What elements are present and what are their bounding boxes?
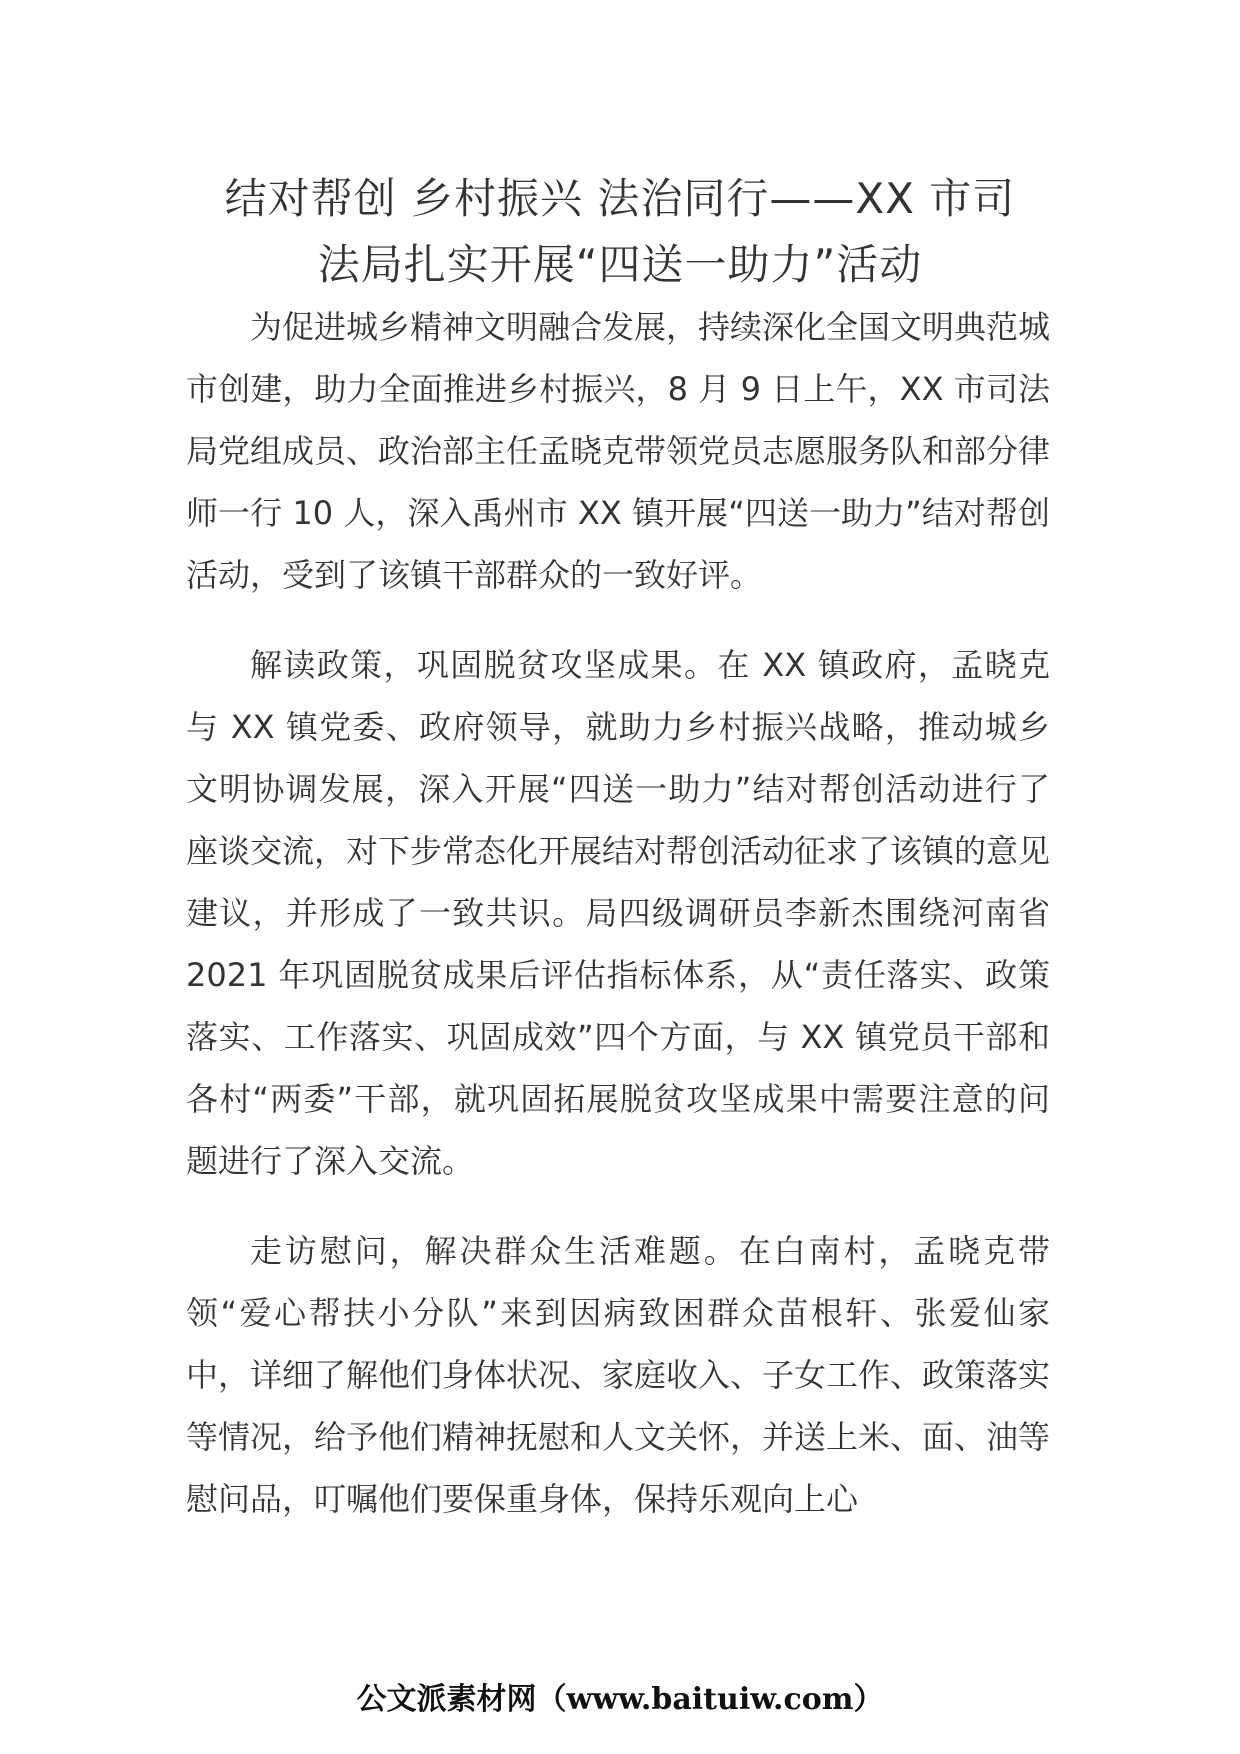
paragraph-intro: 为促进城乡精神文明融合发展，持续深化全国文明典范城市创建，助力全面推进乡村振兴，8 月 9 日上午，XX 市司法局党组成员、政治部主任孟晓克带领党员志愿服务队和部分律师一行 10 人，深入禹州市 XX 镇开展“四送一助力”结对帮创活动，受到了该镇干部群众的一致好评。	[186, 308, 1051, 594]
paragraph-visit: 走访慰问，解决群众生活难题。在白南村，孟晓克带领“爱心帮扶小分队”来到因病致困群众苗根轩、张爱仙家中，详细了解他们身体状况、家庭收入、子女工作、政策落实等情况，给予他们精神抚慰和人文关怀，并送上米、面、油等慰问品，叮嘱他们要保重身体，保持乐观向上心	[186, 1232, 1051, 1518]
document-body	[186, 296, 1050, 1530]
document-title	[150, 166, 1090, 298]
footer-watermark: 公文派素材网（www.baituiw.com）	[356, 1682, 884, 1717]
document-title-line-1: 结对帮创 乡村振兴 法治同行——XX 市司	[224, 174, 1016, 223]
document-title-line-2: 法局扎实开展“四送一助力”活动	[317, 240, 923, 289]
paragraph-policy: 解读政策，巩固脱贫攻坚成果。在 XX 镇政府，孟晓克与 XX 镇党委、政府领导，就助力乡村振兴战略，推动城乡文明协调发展，深入开展“四送一助力”结对帮创活动进行了座谈交流，对下步常态化开展结对帮创活动征求了该镇的意见建议，并形成了一致共识。局四级调研员李新杰围绕河南省 2021 年巩固脱贫成果后评估指标体系，从“责任落实、政策落实、工作落实、巩固成效”四个方面，与 XX 镇党员干部和各村“两委”干部，就巩固拓展脱贫攻坚成果中需要注意的问题进行了深入交流。	[186, 646, 1051, 1180]
